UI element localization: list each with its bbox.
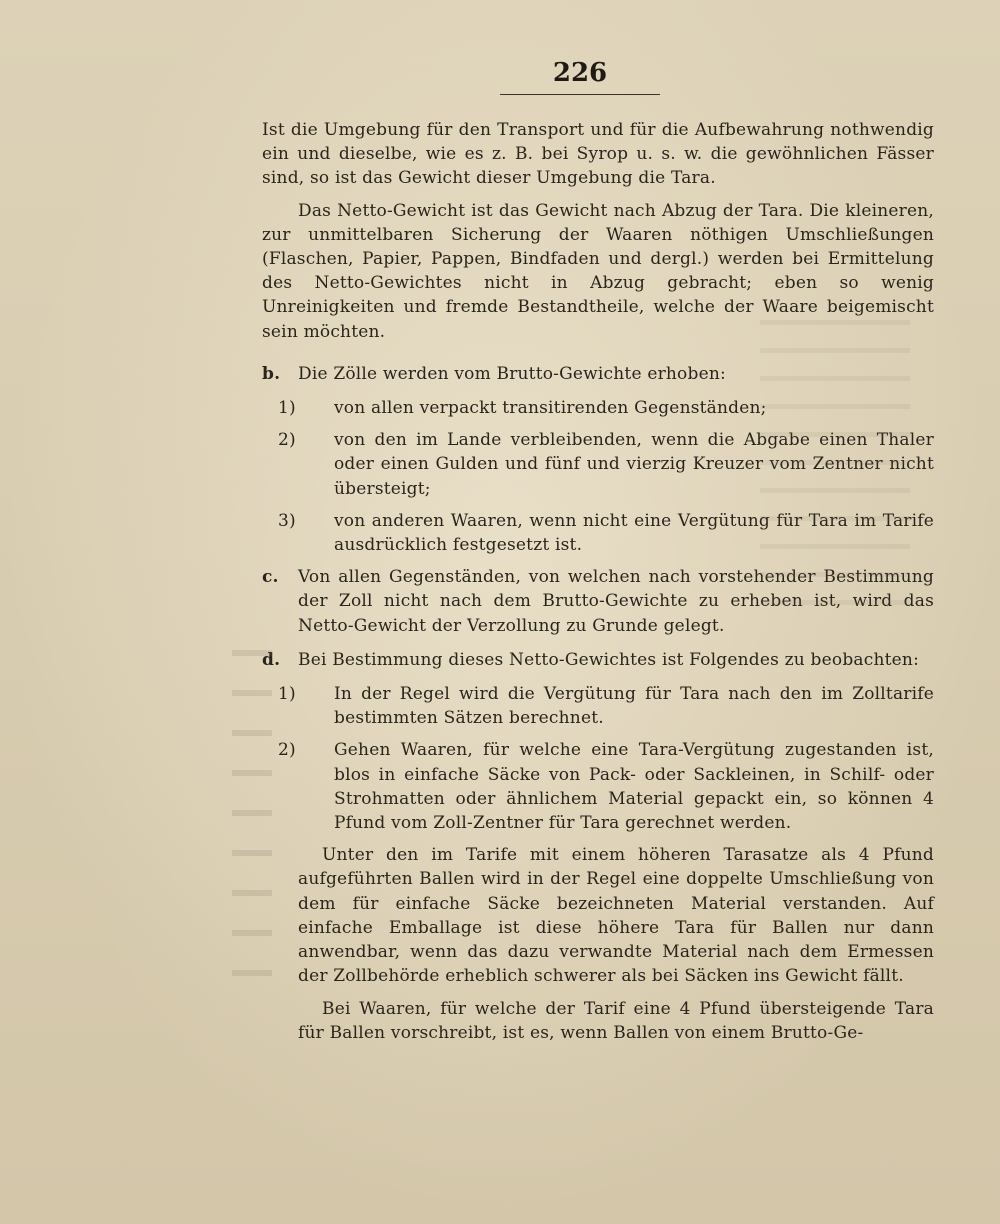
section-b-item-3-text: von anderen Waaren, wenn nicht eine Vergütung für Tara im Tarife ausdrücklich festgesetzt ist. xyxy=(334,510,934,556)
header-rule xyxy=(500,94,660,95)
paragraph-tara-definition: Ist die Umgebung für den Transport und für die Aufbewahrung nothwendig ein und dieselbe, wie es z. B. bei Syrop u. s. w. die gewöhnlichen Fässer sind, so ist das Gewicht dieser Umgebung die Tara. xyxy=(262,120,934,189)
section-d-text: Bei Bestimmung dieses Netto-Gewichtes ist Folgendes zu beobachten: xyxy=(298,649,919,670)
page-number: 226 xyxy=(552,58,608,88)
section-d-item-2 xyxy=(262,738,934,835)
section-d-item-1-marker: 1) xyxy=(278,684,296,705)
section-b-item-1-text: von allen verpackt transitirenden Gegenständen; xyxy=(334,398,767,419)
section-b-item-3-marker: 3) xyxy=(278,510,296,531)
section-d-item-1 xyxy=(262,682,934,730)
show-through-smudge-right xyxy=(760,320,910,620)
page-header xyxy=(500,58,660,95)
section-b-marker: b. xyxy=(262,363,281,384)
section-b-item-2-text: von den im Lande verbleibenden, wenn die Abgabe einen Thaler oder einen Gulden und fünf und vierzig Kreuzer vom Zentner nicht übersteigt; xyxy=(334,430,934,499)
section-d-item-1-text: In der Regel wird die Vergütung für Tara nach den im Zolltarife bestimmten Sätzen berechnet. xyxy=(334,684,934,729)
section-b-text: Die Zölle werden vom Brutto-Gewichte erhoben: xyxy=(298,363,726,384)
note-ballen: Unter den im Tarife mit einem höheren Tarasatze als 4 Pfund aufgeführten Ballen wird in der Regel eine doppelte Umschließung von dem für einfache Säcke bezeichneten Material verstanden. Auf einfache Emballage ist diese höhere Tara für Ballen nur dann anwendbar, wenn das dazu verwandte Material nach dem Ermessen der Zollbehörde erheblich schwerer als bei Säcken ins Gewicht fällt. xyxy=(298,845,934,987)
section-b-item-2-marker: 2) xyxy=(278,430,296,451)
section-d xyxy=(262,648,934,672)
section-c-marker: c. xyxy=(262,567,279,588)
paragraph-netto-definition: Das Netto-Gewicht ist das Gewicht nach Abzug der Tara. Die kleineren, zur unmittelbaren Sicherung der Waaren nöthigen Umschließungen (Flaschen, Papier, Pappen, Bindfaden und dergl.) werden bei Ermittelung des Netto-Gewichtes nicht in Abzug gebracht; eben so wenig Unreinigkeiten und fremde Bestandtheile, welche der Waare beigemischt sein möchten. xyxy=(262,200,934,342)
section-c-text: Von allen Gegenständen, von welchen nach vorstehender Bestimmung der Zoll nicht nach dem Brutto-Gewichte zu erheben ist, wird das Netto-Gewicht der Verzollung zu Grunde gelegt. xyxy=(298,567,934,636)
note-brutto: Bei Waaren, für welche der Tarif eine 4 Pfund übersteigende Tara für Ballen vorschreibt, ist es, wenn Ballen von einem Brutto-Ge- xyxy=(298,998,934,1043)
section-d-marker: d. xyxy=(262,649,281,670)
section-b-item-1-marker: 1) xyxy=(278,398,296,419)
show-through-smudge xyxy=(232,650,272,980)
section-d-item-2-text: Gehen Waaren, für welche eine Tara-Vergütung zugestanden ist, blos in einfache Säcke von Pack- oder Sackleinen, in Schilf- oder Strohmatten oder ähnlichem Material gepackt ein, so können 4 Pfund vom Zoll-Zentner für Tara gerechnet werden. xyxy=(334,740,934,834)
section-d-item-2-marker: 2) xyxy=(278,740,296,761)
